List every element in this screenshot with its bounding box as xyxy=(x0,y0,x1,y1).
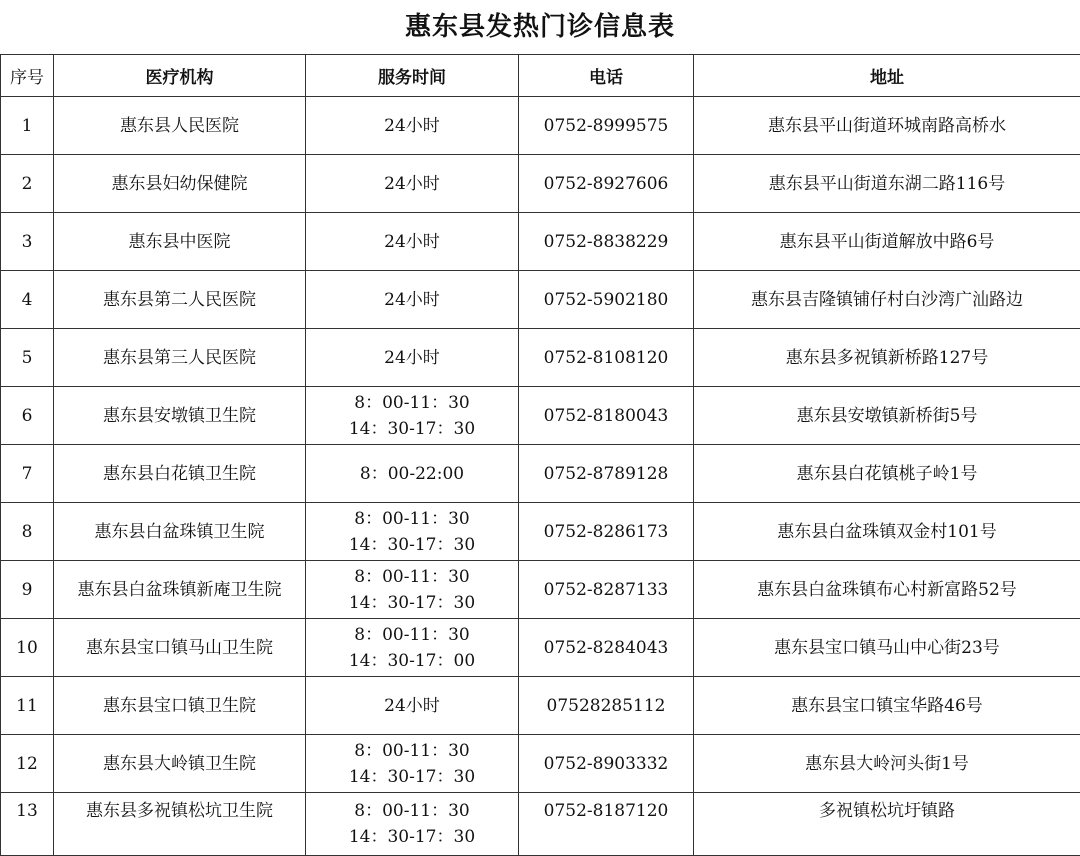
table-body xyxy=(1,97,1080,856)
cell-hours xyxy=(306,677,519,735)
table-row xyxy=(1,561,1080,619)
table-row xyxy=(1,387,1080,445)
hours-line: 14：30-17：30 xyxy=(308,590,516,616)
cell-org: 惠东县人民医院 xyxy=(54,97,306,155)
cell-seq: 7 xyxy=(1,445,54,503)
cell-address: 惠东县平山街道环城南路高桥水 xyxy=(694,97,1080,155)
cell-seq: 6 xyxy=(1,387,54,445)
hours-line: 8：00-11：30 xyxy=(308,622,516,648)
table-row xyxy=(1,445,1080,503)
hours-line: 14：30-17：30 xyxy=(308,416,516,442)
cell-seq: 4 xyxy=(1,271,54,329)
cell-phone: 0752-8108120 xyxy=(519,329,694,387)
hours-line: 14：30-17：30 xyxy=(308,532,516,558)
cell-seq: 2 xyxy=(1,155,54,213)
cell-org: 惠东县白盆珠镇卫生院 xyxy=(54,503,306,561)
cell-hours xyxy=(306,735,519,793)
table-row xyxy=(1,155,1080,213)
cell-org: 惠东县安墩镇卫生院 xyxy=(54,387,306,445)
cell-seq: 1 xyxy=(1,97,54,155)
hours-line: 8：00-11：30 xyxy=(308,390,516,416)
cell-address: 惠东县宝口镇宝华路46号 xyxy=(694,677,1080,735)
cell-hours xyxy=(306,445,519,503)
cell-address: 惠东县安墩镇新桥街5号 xyxy=(694,387,1080,445)
page-title: 惠东县发热门诊信息表 xyxy=(0,0,1080,54)
cell-phone: 0752-5902180 xyxy=(519,271,694,329)
cell-org: 惠东县第三人民医院 xyxy=(54,329,306,387)
cell-phone: 0752-8789128 xyxy=(519,445,694,503)
hours-line: 24小时 xyxy=(308,287,516,313)
table-row xyxy=(1,213,1080,271)
cell-address: 多祝镇松坑圩镇路 xyxy=(694,793,1080,856)
cell-hours xyxy=(306,155,519,213)
cell-hours xyxy=(306,793,519,856)
cell-address: 惠东县平山街道东湖二路116号 xyxy=(694,155,1080,213)
cell-address: 惠东县吉隆镇铺仔村白沙湾广汕路边 xyxy=(694,271,1080,329)
cell-hours xyxy=(306,503,519,561)
table-row xyxy=(1,793,1080,856)
cell-org: 惠东县宝口镇卫生院 xyxy=(54,677,306,735)
cell-hours xyxy=(306,619,519,677)
hours-line: 8：00-11：30 xyxy=(308,506,516,532)
table-row xyxy=(1,677,1080,735)
cell-hours xyxy=(306,387,519,445)
cell-phone: 0752-8284043 xyxy=(519,619,694,677)
hours-line: 14：30-17：30 xyxy=(308,764,516,790)
cell-seq: 3 xyxy=(1,213,54,271)
hours-line: 8：00-11：30 xyxy=(308,738,516,764)
cell-hours xyxy=(306,561,519,619)
cell-seq: 12 xyxy=(1,735,54,793)
cell-phone: 07528285112 xyxy=(519,677,694,735)
cell-hours xyxy=(306,213,519,271)
cell-org: 惠东县宝口镇马山卫生院 xyxy=(54,619,306,677)
header-org: 医疗机构 xyxy=(54,55,306,97)
cell-phone: 0752-8287133 xyxy=(519,561,694,619)
table-row xyxy=(1,619,1080,677)
table-row xyxy=(1,97,1080,155)
fever-clinic-table xyxy=(0,54,1080,856)
cell-phone: 0752-8999575 xyxy=(519,97,694,155)
hours-line: 14：30-17：00 xyxy=(308,648,516,674)
cell-phone: 0752-8927606 xyxy=(519,155,694,213)
cell-address: 惠东县平山街道解放中路6号 xyxy=(694,213,1080,271)
cell-org: 惠东县白花镇卫生院 xyxy=(54,445,306,503)
cell-address: 惠东县白盆珠镇布心村新富路52号 xyxy=(694,561,1080,619)
hours-line: 24小时 xyxy=(308,345,516,371)
cell-org: 惠东县第二人民医院 xyxy=(54,271,306,329)
cell-phone: 0752-8286173 xyxy=(519,503,694,561)
cell-seq: 5 xyxy=(1,329,54,387)
cell-org: 惠东县中医院 xyxy=(54,213,306,271)
cell-phone: 0752-8903332 xyxy=(519,735,694,793)
cell-phone: 0752-8180043 xyxy=(519,387,694,445)
cell-hours xyxy=(306,271,519,329)
hours-line: 8：00-22:00 xyxy=(308,461,516,487)
cell-hours xyxy=(306,97,519,155)
hours-line: 24小时 xyxy=(308,229,516,255)
hours-line: 24小时 xyxy=(308,693,516,719)
hours-line: 8：00-11：30 xyxy=(308,798,516,824)
table-header-row xyxy=(1,55,1080,97)
cell-address: 惠东县白花镇桃子岭1号 xyxy=(694,445,1080,503)
cell-seq: 9 xyxy=(1,561,54,619)
header-address: 地址 xyxy=(694,55,1080,97)
cell-address: 惠东县大岭河头街1号 xyxy=(694,735,1080,793)
cell-seq: 13 xyxy=(1,793,54,856)
cell-address: 惠东县白盆珠镇双金村101号 xyxy=(694,503,1080,561)
cell-phone: 0752-8838229 xyxy=(519,213,694,271)
cell-seq: 10 xyxy=(1,619,54,677)
cell-org: 惠东县妇幼保健院 xyxy=(54,155,306,213)
table-row xyxy=(1,329,1080,387)
header-seq: 序号 xyxy=(1,55,54,97)
cell-org: 惠东县多祝镇松坑卫生院 xyxy=(54,793,306,856)
table-row xyxy=(1,503,1080,561)
hours-line: 8：00-11：30 xyxy=(308,564,516,590)
hours-line: 24小时 xyxy=(308,171,516,197)
cell-org: 惠东县白盆珠镇新庵卫生院 xyxy=(54,561,306,619)
cell-address: 惠东县宝口镇马山中心街23号 xyxy=(694,619,1080,677)
cell-hours xyxy=(306,329,519,387)
hours-line: 24小时 xyxy=(308,113,516,139)
cell-phone: 0752-8187120 xyxy=(519,793,694,856)
hours-line: 14：30-17：30 xyxy=(308,824,516,850)
header-phone: 电话 xyxy=(519,55,694,97)
cell-seq: 11 xyxy=(1,677,54,735)
header-hours: 服务时间 xyxy=(306,55,519,97)
cell-seq: 8 xyxy=(1,503,54,561)
table-row xyxy=(1,735,1080,793)
cell-address: 惠东县多祝镇新桥路127号 xyxy=(694,329,1080,387)
table-row xyxy=(1,271,1080,329)
cell-org: 惠东县大岭镇卫生院 xyxy=(54,735,306,793)
